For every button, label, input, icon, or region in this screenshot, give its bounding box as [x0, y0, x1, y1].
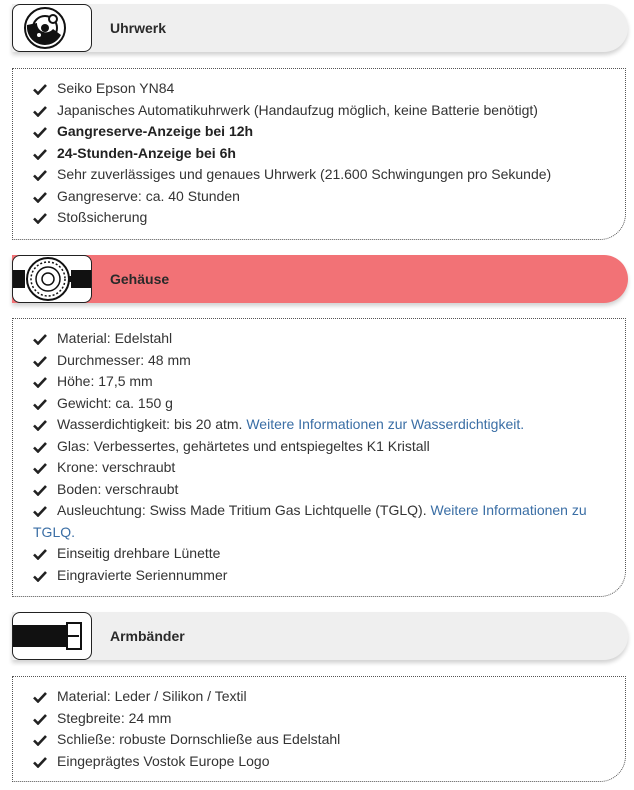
list-item: [13, 78, 625, 100]
list-item-text: Seiko Epson YN84: [57, 80, 175, 96]
list-item-text: Eingeprägtes Vostok Europe Logo: [57, 752, 270, 769]
check-icon: [33, 484, 47, 496]
check-icon: [33, 355, 47, 367]
list-item-text: Wasserdichtigkeit: bis 20 atm.: [57, 416, 243, 432]
info-link[interactable]: Weitere Informationen zur Wasserdichtigkeit.: [246, 416, 525, 432]
check-icon: [33, 570, 47, 582]
list-item: [13, 143, 625, 165]
list-item: [13, 479, 625, 501]
list-item-text: Material: Edelstahl: [57, 330, 173, 346]
list-item: [13, 457, 625, 479]
check-icon: [33, 148, 47, 160]
list-item: [13, 729, 625, 751]
section-header-gehaeuse[interactable]: [12, 255, 628, 303]
movement-icon: [12, 4, 92, 52]
case-icon: [12, 255, 92, 303]
list-item: [13, 350, 625, 372]
check-icon: [33, 105, 47, 117]
check-icon: [33, 505, 47, 517]
list-item: [13, 393, 625, 415]
list-item: [13, 708, 625, 730]
section-list-gehaeuse: [12, 318, 626, 597]
list-item-text: Krone: verschraubt: [57, 459, 176, 475]
check-icon: [33, 548, 47, 560]
list-item-text: Höhe: 17,5 mm: [57, 373, 153, 389]
info-link[interactable]: Weitere Informationen zu TGLQ.: [33, 502, 587, 540]
list-item-text: Einseitig drehbare Lünette: [57, 545, 221, 561]
check-icon: [33, 756, 47, 768]
check-icon: [33, 419, 47, 431]
list-item-text: Stegbreite: 24 mm: [57, 709, 172, 726]
list-item-text: Glas: Verbessertes, gehärtetes und entspiegeltes K1 Kristall: [57, 437, 430, 454]
section-title: Armbänder: [110, 628, 185, 644]
strap-icon: [12, 612, 92, 660]
list-item-text: Gangreserve: ca. 40 Stunden: [57, 187, 240, 204]
list-item: [13, 436, 625, 458]
list-item: [13, 500, 625, 543]
check-icon: [33, 441, 47, 453]
list-item: [13, 414, 625, 436]
check-icon: [33, 83, 47, 95]
list-item-text: 24-Stunden-Anzeige bei 6h: [57, 144, 236, 161]
list-item: [13, 543, 625, 565]
section-title: Gehäuse: [110, 271, 170, 287]
check-icon: [33, 398, 47, 410]
check-icon: [33, 333, 47, 345]
list-item: [13, 371, 625, 393]
list-item: [13, 164, 625, 186]
check-icon: [33, 462, 47, 474]
list-item-text: Boden: verschraubt: [57, 480, 179, 497]
section-title: Uhrwerk: [110, 20, 167, 36]
list-item-text: Ausleuchtung: Swiss Made Tritium Gas Lichtquelle (TGLQ).: [57, 502, 427, 518]
list-item-text: Durchmesser: 48 mm: [57, 351, 191, 368]
section-header-armbaender[interactable]: [12, 612, 628, 660]
list-item-text: Schließe: robuste Dornschließe aus Edelstahl: [57, 731, 341, 747]
list-item: [13, 751, 625, 773]
list-item: [13, 121, 625, 143]
list-item-text: Japanisches Automatikuhrwerk (Handaufzug möglich, keine Batterie benötigt): [57, 101, 538, 118]
list-item: [13, 186, 625, 208]
check-icon: [33, 713, 47, 725]
check-icon: [33, 734, 47, 746]
section-list-armbaender: [12, 676, 626, 782]
list-item-text: Material: Leder / Silikon / Textil: [57, 688, 247, 704]
check-icon: [33, 169, 47, 181]
list-item: [13, 207, 625, 229]
check-icon: [33, 126, 47, 138]
list-item: [13, 328, 625, 350]
section-list-uhrwerk: [12, 68, 626, 240]
check-icon: [33, 376, 47, 388]
list-item-text: Gangreserve-Anzeige bei 12h: [57, 123, 254, 139]
list-item: [13, 686, 625, 708]
list-item: [13, 565, 625, 587]
list-item-text: Eingravierte Seriennummer: [57, 566, 228, 583]
list-item-text: Sehr zuverlässiges und genaues Uhrwerk (21.600 Schwingungen pro Sekunde): [57, 166, 552, 182]
list-item: [13, 100, 625, 122]
list-item-text: Gewicht: ca. 150 g: [57, 394, 173, 411]
section-header-uhrwerk[interactable]: [12, 4, 628, 52]
check-icon: [33, 212, 47, 224]
check-icon: [33, 191, 47, 203]
list-item-text: Stoßsicherung: [57, 209, 148, 225]
check-icon: [33, 691, 47, 703]
